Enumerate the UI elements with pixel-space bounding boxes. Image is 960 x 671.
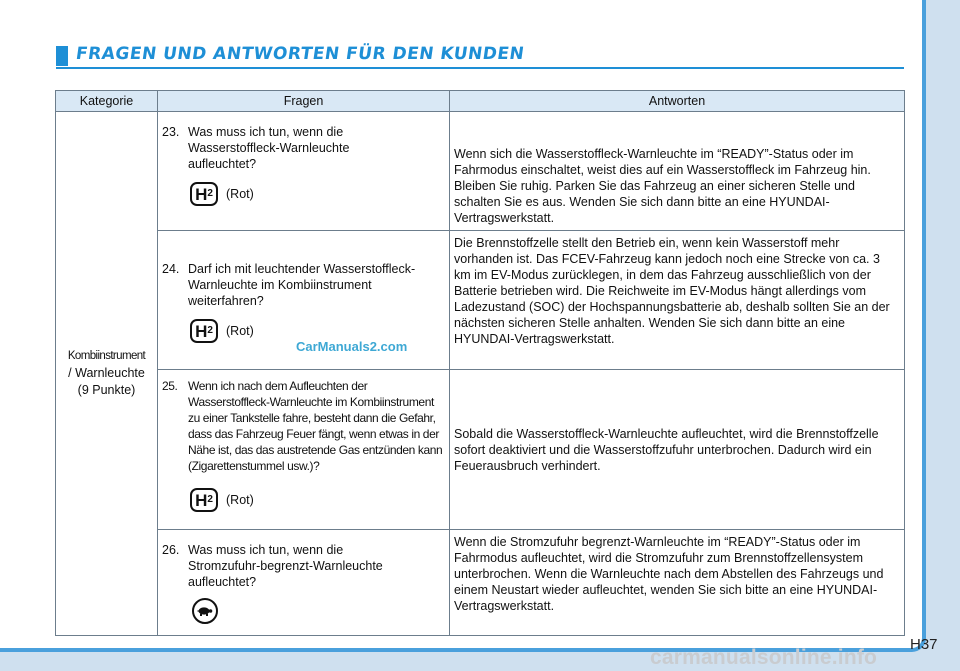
hydrogen-leak-warning-icon: H 2 <box>190 488 218 512</box>
question-number: 25. <box>162 379 178 393</box>
section-rule <box>56 67 904 69</box>
header-questions: Fragen <box>158 91 450 112</box>
question-text: Darf ich mit leuchtender Wasserstoffleck-Warnleuchte im Kombiinstrument weiterfahren? <box>188 262 416 308</box>
answer-cell: Wenn die Stromzufuhr begrenzt-Warnleuchte im “READY”-Status oder im Fahrmodus aufleuchtet, wird die Stromzufuhr zum Brennstoffzellensystem unterbrochen. Wenn die Warnleuchte nach dem Abstellen des Fahrzeugs und einem Neustart wieder aufleuchtet, wenden Sie sich bitte an eine HYUNDAI-Vertragswerkstatt. <box>450 530 905 636</box>
hydrogen-leak-warning-icon: H 2 <box>190 182 218 206</box>
watermark-text: CarManuals2.com <box>296 339 408 354</box>
table-row <box>56 231 905 370</box>
question-cell <box>158 370 450 530</box>
page-number: H37 <box>910 636 938 653</box>
question-number: 26. <box>162 543 180 557</box>
header-answers: Antworten <box>450 91 905 112</box>
category-line: Kombiinstrument <box>67 350 146 362</box>
icon-color-label: (Rot) <box>226 187 254 201</box>
question-number: 24. <box>162 262 180 276</box>
table-row <box>56 530 905 636</box>
question-text: Was muss ich tun, wenn die Stromzufuhr-begrenzt-Warnleuchte aufleuchtet? <box>188 543 383 589</box>
hydrogen-leak-warning-icon: H 2 <box>190 319 218 343</box>
question-cell <box>158 112 450 231</box>
section-marker <box>56 46 68 66</box>
category-line: (9 Punkte) <box>77 383 136 397</box>
icon-color-label: (Rot) <box>226 493 254 507</box>
answer-cell: Sobald die Wasserstoffleck-Warnleuchte aufleuchtet, wird die Brennstoffzelle sofort deaktiviert und die Wasserstoffzufuhr unterbrochen. Dadurch wird ein Feuerausbruch verhindert. <box>450 370 905 530</box>
footer-watermark: carmanualsonline.info <box>650 646 878 669</box>
table-row <box>56 112 905 231</box>
category-cell <box>56 112 158 636</box>
answer-cell: Wenn sich die Wasserstoffleck-Warnleuchte im “READY”-Status oder im Fahrmodus einschaltet, weist dies auf ein Wasserstoffleck im Fahrzeug hin. Bleiben Sie ruhig. Parken Sie das Fahrzeug an einer sicheren Stelle und schalten Sie es aus. Wenden Sie sich dann bitte an eine HYUNDAI-Vertragswerkstatt. <box>450 112 905 231</box>
header-category: Kategorie <box>56 91 158 112</box>
category-line: / Warnleuchte <box>68 366 145 380</box>
table-row <box>56 370 905 530</box>
question-text: Was muss ich tun, wenn die Wasserstoffleck-Warnleuchte aufleuchtet? <box>188 125 350 171</box>
answer-cell: Die Brennstoffzelle stellt den Betrieb ein, wenn kein Wasserstoff mehr vorhanden ist. Das FCEV-Fahrzeug kann jedoch noch eine Strecke von ca. 3 km im EV-Modus zurücklegen, in dem das Fahrzeug ausschließlich von der Batterie betrieben wird. Die Reichweite im EV-Modus hängt allerdings vom Ladezustand (SOC) der Hochspannungsbatterie ab, deshalb sollten Sie an der nächsten sicheren Stelle anhalten. Wenden Sie sich dann bitte an eine HYUNDAI-Vertragswerkstatt. <box>450 231 905 370</box>
question-text: Wenn ich nach dem Aufleuchten der Wasserstoffleck-Warnleuchte im Kombiinstrument zu einer Tankstelle fahre, besteht dann die Gefahr, dass das Fahrzeug Feuer fängt, wenn etwas in der Nähe ist, das das austretende Gas entzünden kann (Zigarettenstummel usw.)? <box>188 379 443 473</box>
faq-table <box>55 90 905 636</box>
question-number: 23. <box>162 125 180 139</box>
icon-color-label: (Rot) <box>226 324 254 338</box>
section-title: FRAGEN UND ANTWORTEN FÜR DEN KUNDEN <box>74 44 526 64</box>
power-limit-turtle-icon <box>192 598 218 624</box>
question-cell <box>158 530 450 636</box>
table-header-row <box>56 91 905 112</box>
